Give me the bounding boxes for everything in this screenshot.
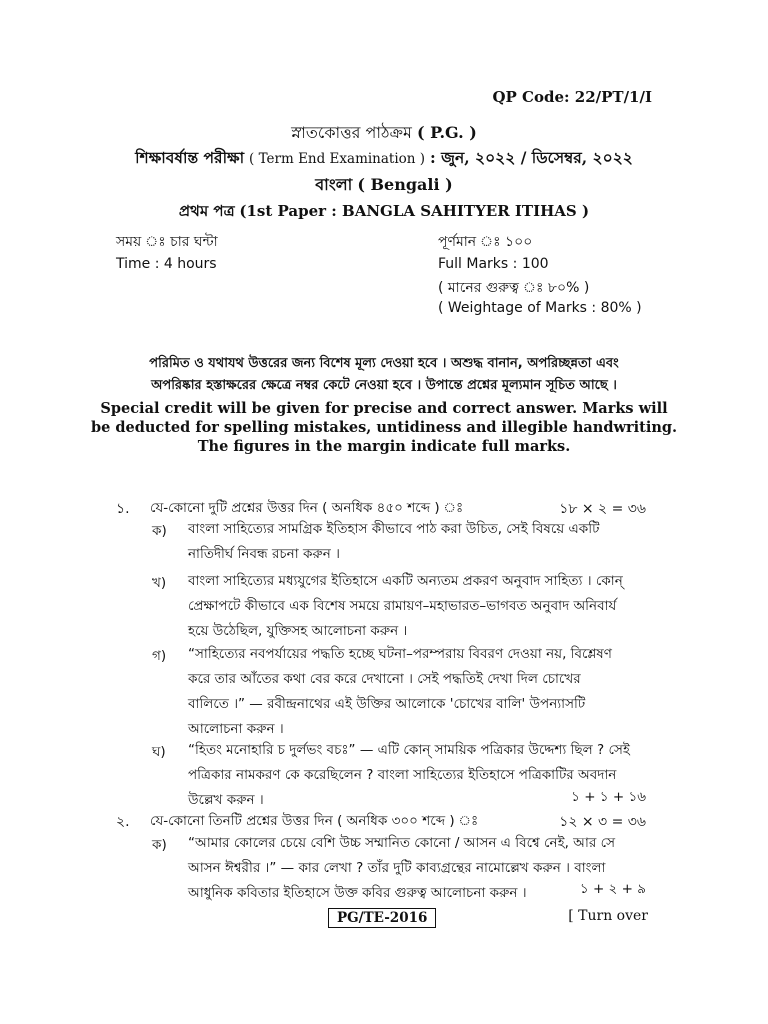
weightage-en: ( Weightage of Marks : 80% ) bbox=[438, 300, 642, 316]
sub-question-line: বাংলা সাহিত্যের সামগ্রিক ইতিহাস কীভাবে পাঠ করা উচিত, সেই বিষয়ে একটি bbox=[188, 521, 600, 537]
sub-question-label: ক) bbox=[152, 523, 167, 539]
exam-title bbox=[0, 146, 768, 172]
sub-question-line: আসন ঈশ্বরীর ।” — কার লেখা ? তাঁর দুটি কাব্যগ্রন্থের নামোল্লেখ করুন । বাংলা bbox=[188, 860, 606, 876]
weightage-bn: ( মানের গুরুত্ব ঃ ৮০% ) bbox=[438, 280, 590, 296]
sub-question-text bbox=[188, 642, 648, 742]
subject-title-bn: বাংলা bbox=[315, 175, 353, 194]
question-number: ১. bbox=[116, 501, 130, 517]
sub-question-line: উল্লেখ করুন । bbox=[188, 792, 264, 808]
sub-question-line: পত্রিকার নামকরণ কে করেছিলেন ? বাংলা সাহিত্যের ইতিহাসে পত্রিকাটির অবদান bbox=[188, 767, 617, 783]
sub-question-line: “সাহিত্যের নবপর্যায়ের পদ্ধতি হচ্ছে ঘটনা–পরম্পরায় বিবরণ দেওয়া নয়, বিশ্লেষণ bbox=[188, 646, 612, 662]
subject-title-en: ( Bengali ) bbox=[357, 175, 453, 194]
time-bn: সময় ঃ চার ঘন্টা bbox=[116, 234, 218, 250]
instructions-en-line1: Special credit will be given for precise and correct answer. Marks will bbox=[100, 400, 668, 417]
sub-question-line: “আমার কোলের চেয়ে বেশি উচ্চ সম্মানিত কোনো / আসন এ বিশ্বে নেই, আর সে bbox=[188, 835, 616, 851]
question-prompt: যে-কোনো দুটি প্রশ্নের উত্তর দিন ( অনধিক ৪৫০ শব্দে ) ঃ bbox=[150, 500, 464, 516]
sub-question-line: প্রেক্ষাপটে কীভাবে এক বিশেষ সময়ে রামায়ণ–মহাভারত–ভাগবত অনুবাদ অনিবার্য bbox=[188, 598, 617, 614]
sub-question-line: আলোচনা করুন । bbox=[188, 721, 284, 737]
sub-question-label: ঘ) bbox=[152, 744, 166, 760]
sub-question-label: গ) bbox=[152, 648, 167, 664]
paper-code-box: PG/TE-2016 bbox=[328, 908, 436, 928]
paper-title-en: (1st Paper : BANGLA SAHITYER ITIHAS ) bbox=[239, 202, 590, 220]
full-marks-en: Full Marks : 100 bbox=[438, 256, 549, 272]
course-title-bn: স্নাতকোত্তর পাঠক্রম bbox=[291, 123, 412, 142]
exam-dates: : জুন, ২০২২ / ডিসেম্বর, ২০২২ bbox=[430, 148, 633, 167]
time-en: Time : 4 hours bbox=[116, 256, 217, 272]
sub-question-line: “হিতং মনোহারি চ দুর্লভং বচঃ” — এটি কোন্ সাময়িক পত্রিকার উদ্দেশ্য ছিল ? সেই bbox=[188, 742, 630, 758]
sub-question-marks: ১ + ২ + ৯ bbox=[579, 881, 646, 897]
sub-question-line: হয়ে উঠেছিল, যুক্তিসহ আলোচনা করুন । bbox=[188, 623, 408, 639]
sub-question-line: বালিতে ।” — রবীন্দ্রনাথের এই উক্তির আলোকে 'চোখের বালি' উপন্যাসটি bbox=[188, 696, 586, 712]
turn-over-label: [ Turn over bbox=[568, 908, 648, 924]
exam-title-en: ( Term End Examination ) bbox=[249, 151, 426, 167]
question-prompt: যে-কোনো তিনটি প্রশ্নের উত্তর দিন ( অনধিক ৩০০ শব্দে ) ঃ bbox=[150, 813, 479, 829]
qp-code: QP Code: 22/PT/1/I bbox=[492, 88, 652, 106]
question-marks: ১৮ × ২ = ৩৬ bbox=[559, 501, 646, 517]
subject-title bbox=[0, 172, 768, 199]
instructions-en-line3: The figures in the margin indicate full marks. bbox=[197, 438, 571, 455]
full-marks-bn: পূর্ণমান ঃ ১০০ bbox=[438, 234, 533, 250]
sub-question-line: করে তার আঁতের কথা বের করে দেখানো । সেই পদ্ধতিই দেখা দিল চোখের bbox=[188, 671, 581, 687]
sub-question-text bbox=[188, 569, 648, 644]
instructions-bn-line2: অপরিষ্কার হস্তাক্ষরের ক্ষেত্রে নম্বর কেটে নেওয়া হবে । উপান্তে প্রশ্নের মূল্যমান সূচিত আছে । bbox=[151, 378, 617, 393]
exam-title-bn: শিক্ষাবর্ষান্ত পরীক্ষা bbox=[135, 148, 245, 167]
sub-question-marks: ১ + ১ + ১৬ bbox=[571, 789, 646, 805]
sub-question-label: খ) bbox=[152, 575, 167, 591]
question-marks: ১২ × ৩ = ৩৬ bbox=[559, 814, 646, 830]
paper-title bbox=[0, 200, 768, 225]
sub-question-line: বাংলা সাহিত্যের মধ্যযুগের ইতিহাসে একটি অন্যতম প্রকরণ অনুবাদ সাহিত্য । কোন্ bbox=[188, 573, 623, 589]
paper-title-bn: প্রথম পত্র bbox=[178, 202, 235, 220]
sub-question-text bbox=[188, 517, 648, 567]
instructions-bn-line1: পরিমিত ও যথাযথ উত্তরের জন্য বিশেষ মূল্য দেওয়া হবে । অশুদ্ধ বানান, অপরিচ্ছন্নতা এবং bbox=[149, 356, 619, 371]
course-title-en: ( P.G. ) bbox=[416, 123, 477, 142]
sub-question-line: আধুনিক কবিতার ইতিহাসে উক্ত কবির গুরুত্ব আলোচনা করুন । bbox=[188, 885, 527, 901]
course-title bbox=[0, 120, 768, 147]
question-number: ২. bbox=[116, 814, 130, 830]
instructions-en-line2: be deducted for spelling mistakes, untidiness and illegible handwriting. bbox=[90, 419, 678, 436]
sub-question-label: ক) bbox=[152, 837, 167, 853]
sub-question-line: নাতিদীর্ঘ নিবন্ধ রচনা করুন । bbox=[188, 546, 340, 562]
